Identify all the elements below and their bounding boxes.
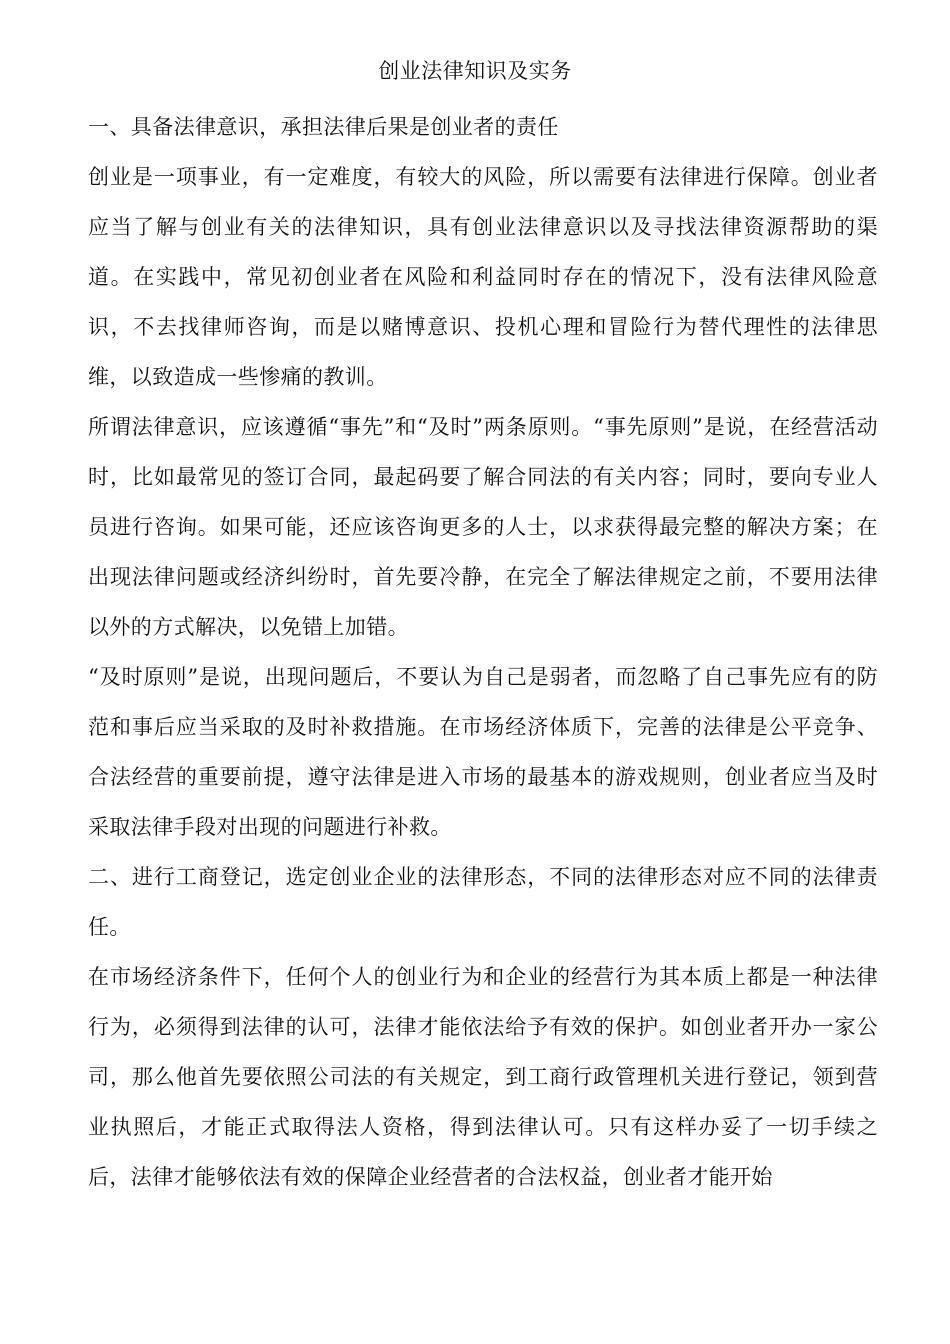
document-title: 创业法律知识及实务 [378, 59, 572, 83]
section-heading-2: 二、进行工商登记，选定创业企业的法律形态，不同的法律形态对应不同的法律责任。 [88, 865, 878, 939]
paragraph-1: 创业是一项事业，有一定难度，有较大的风险，所以需要有法律进行保障。创业者应当了解与创业有关的法律知识，具有创业法律意识以及寻找法律资源帮助的渠道。在实践中，常见初创业者在风险和利益同时存在的情况下，没有法律风险意识，不去找律师咨询，而是以赌博意识、投机心理和冒险行为替代理性的法律思维，以致造成一些惨痛的教训。 [88, 165, 878, 389]
paragraph-2: 所谓法律意识，应该遵循“事先”和“及时”两条原则。“事先原则”是说，在经营活动时，比如最常见的签订合同，最起码要了解合同法的有关内容；同时，要向专业人员进行咨询。如果可能，还应该咨询更多的人士，以求获得最完整的解决方案；在出现法律问题或经济纠纷时，首先要冷静，在完全了解法律规定之前，不要用法律以外的方式解决，以免错上加错。 [88, 415, 878, 639]
paragraph-3: “及时原则”是说，出现问题后，不要认为自己是弱者，而忽略了自己事先应有的防范和事后应当采取的及时补救措施。在市场经济体质下，完善的法律是公平竞争、合法经营的重要前提，遵守法律是进入市场的最基本的游戏规则，创业者应当及时采取法律手段对出现的问题进行补救。 [88, 665, 878, 839]
section-heading-1: 一、具备法律意识，承担法律后果是创业者的责任 [88, 115, 559, 139]
paragraph-4: 在市场经济条件下，任何个人的创业行为和企业的经营行为其本质上都是一种法律行为，必须得到法律的认可，法律才能依法给予有效的保护。如创业者开办一家公司，那么他首先要依照公司法的有关规定，到工商行政管理机关进行登记，领到营业执照后，才能正式取得法人资格，得到法律认可。只有这样办妥了一切手续之后，法律才能够依法有效的保障企业经营者的合法权益，创业者才能开始 [88, 965, 878, 1189]
document-body [88, 102, 878, 1202]
